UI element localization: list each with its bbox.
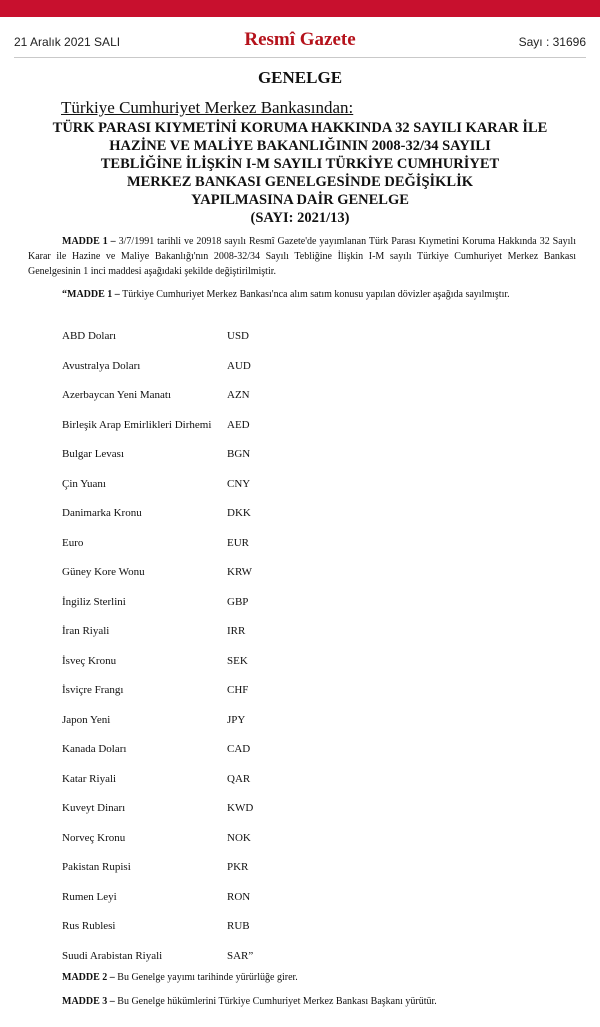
subject-line: YAPILMASINA DAİR GENELGE <box>191 192 409 208</box>
currency-code: NOK <box>227 831 251 844</box>
currency-row <box>62 594 322 624</box>
currency-row <box>62 328 322 358</box>
currency-name: Suudi Arabistan Riyali <box>62 949 163 962</box>
article-2-text: Bu Genelge yayımı tarihinde yürürlüğe girer. <box>114 972 298 983</box>
issue-number: Sayı : 31696 <box>518 35 586 49</box>
currency-code: CHF <box>227 684 249 696</box>
gazette-header <box>0 27 600 57</box>
currency-name: Pakistan Rupisi <box>62 861 131 873</box>
currency-row <box>62 741 322 771</box>
currency-name: Japon Yeni <box>62 713 111 726</box>
currency-row <box>62 682 322 712</box>
issue-date: 21 Aralık 2021 SALI <box>14 35 121 49</box>
currency-name: İran Riyali <box>62 625 110 637</box>
currency-name: Norveç Kronu <box>62 831 126 844</box>
article-1-paragraph <box>28 234 576 279</box>
currency-name: İsveç Kronu <box>62 654 117 667</box>
currency-code: EUR <box>227 536 249 549</box>
currency-code: KWD <box>227 802 254 814</box>
currency-row <box>62 505 322 535</box>
currency-code: PKR <box>227 861 249 873</box>
currency-row <box>62 387 322 417</box>
currency-row <box>62 918 322 948</box>
subject-line: TÜRK PARASI KIYMETİNİ KORUMA HAKKINDA 32 SAYILI KARAR İLE <box>52 120 548 136</box>
circular-subject <box>20 119 580 227</box>
article-3-label: MADDE 3 – <box>62 996 115 1007</box>
currency-name: Bulgar Levası <box>62 448 125 460</box>
currency-row <box>62 653 322 683</box>
article-3-paragraph <box>62 996 437 1007</box>
currency-name: Avustralya Doları <box>62 359 141 372</box>
currency-code: QAR <box>227 772 251 785</box>
currency-code: USD <box>227 330 250 342</box>
subject-line: TEBLİĞİNE İLİŞKİN I-M SAYILI TÜRKİYE CUMHURİYET <box>100 156 500 172</box>
currency-name: Euro <box>62 536 84 549</box>
currency-row <box>62 889 322 919</box>
currency-code: JPY <box>227 713 246 726</box>
subject-line: MERKEZ BANKASI GENELGESİNDE DEĞİŞİKLİK <box>126 174 474 190</box>
currency-name: Danimarka Kronu <box>62 507 142 519</box>
amended-article-paragraph <box>28 287 576 302</box>
document-type-title: GENELGE <box>257 68 343 87</box>
currency-code: KRW <box>227 566 253 578</box>
header-divider <box>14 57 586 58</box>
article-2-label: MADDE 2 – <box>62 972 115 983</box>
currency-row <box>62 623 322 653</box>
currency-code: CAD <box>227 743 251 755</box>
currency-code: IRR <box>227 625 246 637</box>
currency-row <box>62 712 322 742</box>
currency-name: Kuveyt Dinarı <box>62 802 126 814</box>
currency-code: DKK <box>227 507 251 519</box>
currency-code: SAR” <box>227 949 254 962</box>
article-1-text: 3/7/1991 tarihli ve 20918 sayılı Resmî Gazete'de yayımlanan Türk Parası Kıymetini Koruma Hakkında 32 Sayılı Karar ile Hazine ve Maliye Bakanlığı'nın 2008-32/34 Sayılı Tebliğine İlişkin I-M sayılı Türkiye Cumhuriyet Merkez Bankası Genelgesinin 1 inci maddesi aşağıdaki şekilde değiştirilmiştir. <box>28 236 576 277</box>
currency-list <box>62 328 322 977</box>
article-3-text: Bu Genelge hükümlerini Türkiye Cumhuriyet Merkez Bankası Başkanı yürütür. <box>114 996 437 1007</box>
amended-article-text: Türkiye Cumhuriyet Merkez Bankası'nca alım satım konusu yapılan dövizler aşağıda sayılmıştır. <box>119 289 510 300</box>
currency-name: Güney Kore Wonu <box>62 566 145 578</box>
article-1-label: MADDE 1 – <box>62 236 116 247</box>
currency-code: BGN <box>227 448 251 460</box>
currency-name: Rus Rublesi <box>62 920 116 932</box>
currency-name: İsviçre Frangı <box>62 684 124 696</box>
currency-row <box>62 446 322 476</box>
gazette-title: Resmî Gazete <box>244 29 356 50</box>
currency-row <box>62 859 322 889</box>
currency-code: GBP <box>227 595 249 608</box>
currency-name: ABD Doları <box>62 330 117 342</box>
currency-name: Birleşik Arap Emirlikleri Dirhemi <box>62 418 212 431</box>
currency-row <box>62 476 322 506</box>
currency-code: RON <box>227 890 251 903</box>
currency-name: Katar Riyali <box>62 772 117 785</box>
amended-article-label: “MADDE 1 – <box>62 289 120 300</box>
currency-code: AED <box>227 418 250 431</box>
top-color-bar <box>0 0 600 17</box>
article-2-paragraph <box>62 972 298 983</box>
currency-code: AUD <box>227 359 251 372</box>
currency-name: Rumen Leyi <box>62 890 117 903</box>
currency-row <box>62 564 322 594</box>
currency-code: SEK <box>227 654 248 667</box>
currency-name: Kanada Doları <box>62 743 127 755</box>
currency-name: Azerbaycan Yeni Manatı <box>62 389 172 401</box>
currency-row <box>62 358 322 388</box>
currency-code: CNY <box>227 477 251 490</box>
currency-code: AZN <box>227 389 250 401</box>
currency-name: İngiliz Sterlini <box>62 595 126 608</box>
currency-row <box>62 800 322 830</box>
currency-row <box>62 535 322 565</box>
subject-line: (SAYI: 2021/13) <box>250 210 350 226</box>
currency-row <box>62 830 322 860</box>
currency-code: RUB <box>227 920 250 932</box>
currency-row <box>62 771 322 801</box>
currency-row <box>62 417 322 447</box>
currency-name: Çin Yuanı <box>62 477 106 490</box>
issuing-authority: Türkiye Cumhuriyet Merkez Bankasından: <box>61 98 354 117</box>
subject-line: HAZİNE VE MALİYE BAKANLIĞININ 2008-32/34 SAYILI <box>109 138 491 154</box>
